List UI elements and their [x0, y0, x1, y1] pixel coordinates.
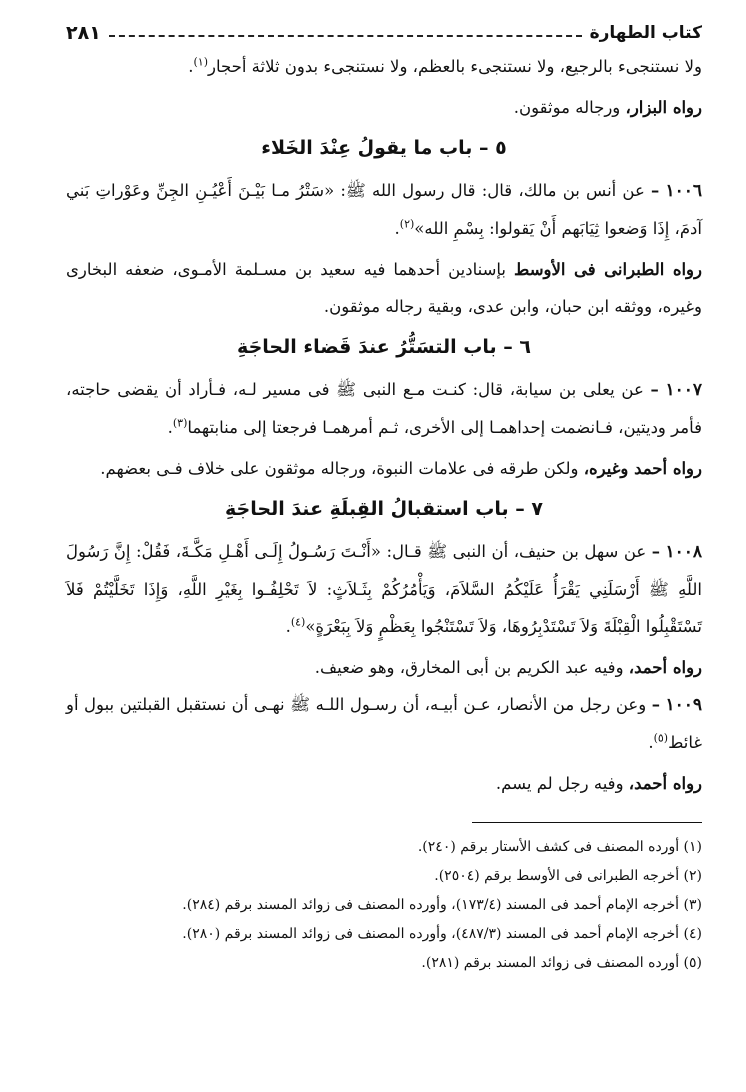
hadith-number: ١٠٠٩ — [665, 695, 702, 715]
hadith-1008: ١٠٠٨ – عن سهل بن حنيف، أن النبى ﷺ قـال: «أَنْـتَ رَسُـولُ إِلَـى أَهْـلِ مَكَّـةَ، فَقُلْ: إِنَّ رَسُولَ اللَّهِ ﷺ أَرْسَلَنِي يَقْرَأُ عَلَيْكُمُ السَّلاَمَ، وَيَأْمُرُكُمْ بِثَـلاَثٍ: لاَ تَحْلِفُـوا بِغَيْرِ اللَّهِ، وَإِذَا تَخَلَّيْتُمْ فَلاَ تَسْتَقْبِلُوا الْقِبْلَةَ وَلاَ تَسْتَدْبِرُوهَا، وَلاَ تَسْتَنْجُوا بِعَظْمٍ وَلاَ بِبَعْرَةٍ»$^{(٤)}$. — [66, 542, 702, 636]
footnote-ref: (٤) — [290, 615, 306, 629]
hadith-number: ١٠٠٧ — [665, 380, 703, 400]
attribution-text: وفيه عبد الكريم بن أبى المخارق، وهو ضعيف. — [314, 658, 629, 677]
attribution-bold: رواه أحمد، — [628, 774, 702, 793]
hadith-text: عن أنس بن مالك، قال: قال رسول الله ﷺ: «سَتْرُ مـا بَيْـنَ أَعْيُـنِ الجِنِّ وعَوْراتِ بَني آدمَ، إِذَا وَضعوا ثِيَابَهم أَنْ يَقولوا: بِسْمِ الله» — [66, 181, 702, 238]
attribution-bold: رواه أحمد وغيره، — [583, 459, 702, 478]
footnotes — [66, 833, 702, 978]
hadith-text: وعن رجل من الأنصار، عـن أبيـه، أن رسـول اللـه ﷺ نهـى أن نستقبل القبلتين ببول أو غائط — [66, 695, 702, 752]
footnote-1: (١) أورده المصنف فى كشف الأستار برقم (٢٤٠). — [417, 839, 702, 855]
attribution-text: ورجاله موثقون. — [513, 98, 626, 117]
paragraph-continuation: ولا نستنجىء بالرجيع، ولا نستنجىء بالعظم، ولا نستنجىء بدون ثلاثة أحجار$^{(١)}$. — [188, 55, 702, 76]
footnote-3: (٣) أخرجه الإمام أحمد فى المسند (١٧٣/٤)، وأورده المصنف فى زوائد المسند برقم (٢٨٤). — [182, 897, 702, 913]
chapter-heading-7: ٧ – باب استقبالُ القِبلَةِ عندَ الحاجَةِ — [225, 498, 543, 520]
footnote-5: (٥) أورده المصنف فى زوائد المسند برقم (٢٨١). — [421, 955, 702, 971]
running-header — [66, 18, 702, 48]
page-number: ٢٨١ — [66, 22, 101, 44]
hadith-number: ١٠٠٨ — [665, 542, 702, 562]
attribution-bold: رواه أحمد، — [628, 658, 702, 677]
chapter-heading-6: ٦ – باب التسَتُّرُ عندَ قَضاء الحاجَةِ — [237, 336, 531, 358]
hadith-1006-attribution — [66, 251, 702, 325]
attribution-bold: رواه الطبرانى فى الأوسط — [514, 260, 702, 279]
hadith-1009: ١٠٠٩ – وعن رجل من الأنصار، عـن أبيـه، أن رسـول اللـه ﷺ نهـى أن نستقبل القبلتين ببول أو غائط$^{(٥)}$. — [66, 695, 702, 752]
header-dashed-rule — [109, 35, 582, 37]
hadith-1008-attribution — [66, 649, 702, 686]
hadith-number: ١٠٠٦ — [665, 181, 703, 201]
hadith-text: عن يعلى بن سيابة، قال: كنـت مـع النبى ﷺ فى مسير لـه، فـأراد أن يقضى حاجته، فأمر وديتين، فـانضمت إحداهمـا إلى الأخرى، ثـم أمرهمـا فرجعتا إلى منابتهما — [66, 380, 702, 437]
attribution-text: بإسنادين أحدهما فيه سعيد بن مسـلمة الأمـوى، ضعفه البخارى وغيره، ووثقه ابن حبان، وابن عدى، وبقية رجاله موثقون. — [66, 260, 702, 316]
footnote-4: (٤) أخرجه الإمام أحمد فى المسند (٤٨٧/٣)، وأورده المصنف فى زوائد المسند برقم (٢٨٠). — [182, 926, 702, 942]
continuation-text: ولا نستنجىء بالرجيع، ولا نستنجىء بالعظم، ولا نستنجىء بدون ثلاثة أحجار — [207, 57, 702, 76]
footnote-ref: (٢) — [399, 217, 415, 231]
footnote-separator — [472, 822, 702, 823]
narration-attribution — [66, 89, 702, 126]
attribution-text: وفيه رجل لم يسم. — [495, 774, 629, 793]
hadith-1007: ١٠٠٧ – عن يعلى بن سيابة، قال: كنـت مـع النبى ﷺ فى مسير لـه، فـأراد أن يقضى حاجته، فأمر وديتين، فـانضمت إحداهمـا إلى الأخرى، ثـم أمرهمـا فرجعتا إلى منابتهما$^{(٣)}$. — [66, 380, 703, 437]
attribution-text: ولكن طرقه فى علامات النبوة، ورجاله موثقون على خلاف فـى بعضهم. — [100, 459, 584, 478]
book-title: كتاب الطهارة — [589, 23, 702, 43]
hadith-1009-attribution — [66, 765, 702, 802]
hadith-1006: ١٠٠٦ – عن أنس بن مالك، قال: قال رسول الله ﷺ: «سَتْرُ مـا بَيْـنَ أَعْيُـنِ الجِنِّ وعَوْراتِ بَني آدمَ، إِذَا وَضعوا ثِيَابَهم أَنْ يَقولوا: بِسْمِ الله»$^{(٢)}$. — [66, 181, 703, 238]
chapter-heading-5: ٥ – باب ما يقولُ عِنْدَ الخَلاء — [261, 137, 507, 159]
footnote-ref: (١) — [193, 55, 208, 69]
footnote-ref: (٣) — [172, 416, 188, 430]
hadith-text: عن سهل بن حنيف، أن النبى ﷺ قـال: «أَنْـتَ رَسُـولُ إِلَـى أَهْـلِ مَكَّـةَ، فَقُلْ: إِنَّ رَسُولَ اللَّهِ ﷺ أَرْسَلَنِي يَقْرَأُ عَلَيْكُمُ السَّلاَمَ، وَيَأْمُرُكُمْ بِثَـلاَثٍ: لاَ تَحْلِفُـوا بِغَيْرِ اللَّهِ، وَإِذَا تَخَلَّيْتُمْ فَلاَ تَسْتَقْبِلُوا الْقِبْلَةَ وَلاَ تَسْتَدْبِرُوهَا، وَلاَ تَسْتَنْجُوا بِعَظْمٍ وَلاَ بِبَعْرَةٍ» — [66, 542, 702, 636]
hadith-1007-attribution — [66, 450, 702, 487]
attribution-bold: رواه البزار، — [625, 98, 702, 117]
footnote-2: (٢) أخرجه الطبرانى فى الأوسط برقم (٢٥٠٤). — [434, 868, 702, 884]
footnote-ref: (٥) — [653, 731, 669, 745]
